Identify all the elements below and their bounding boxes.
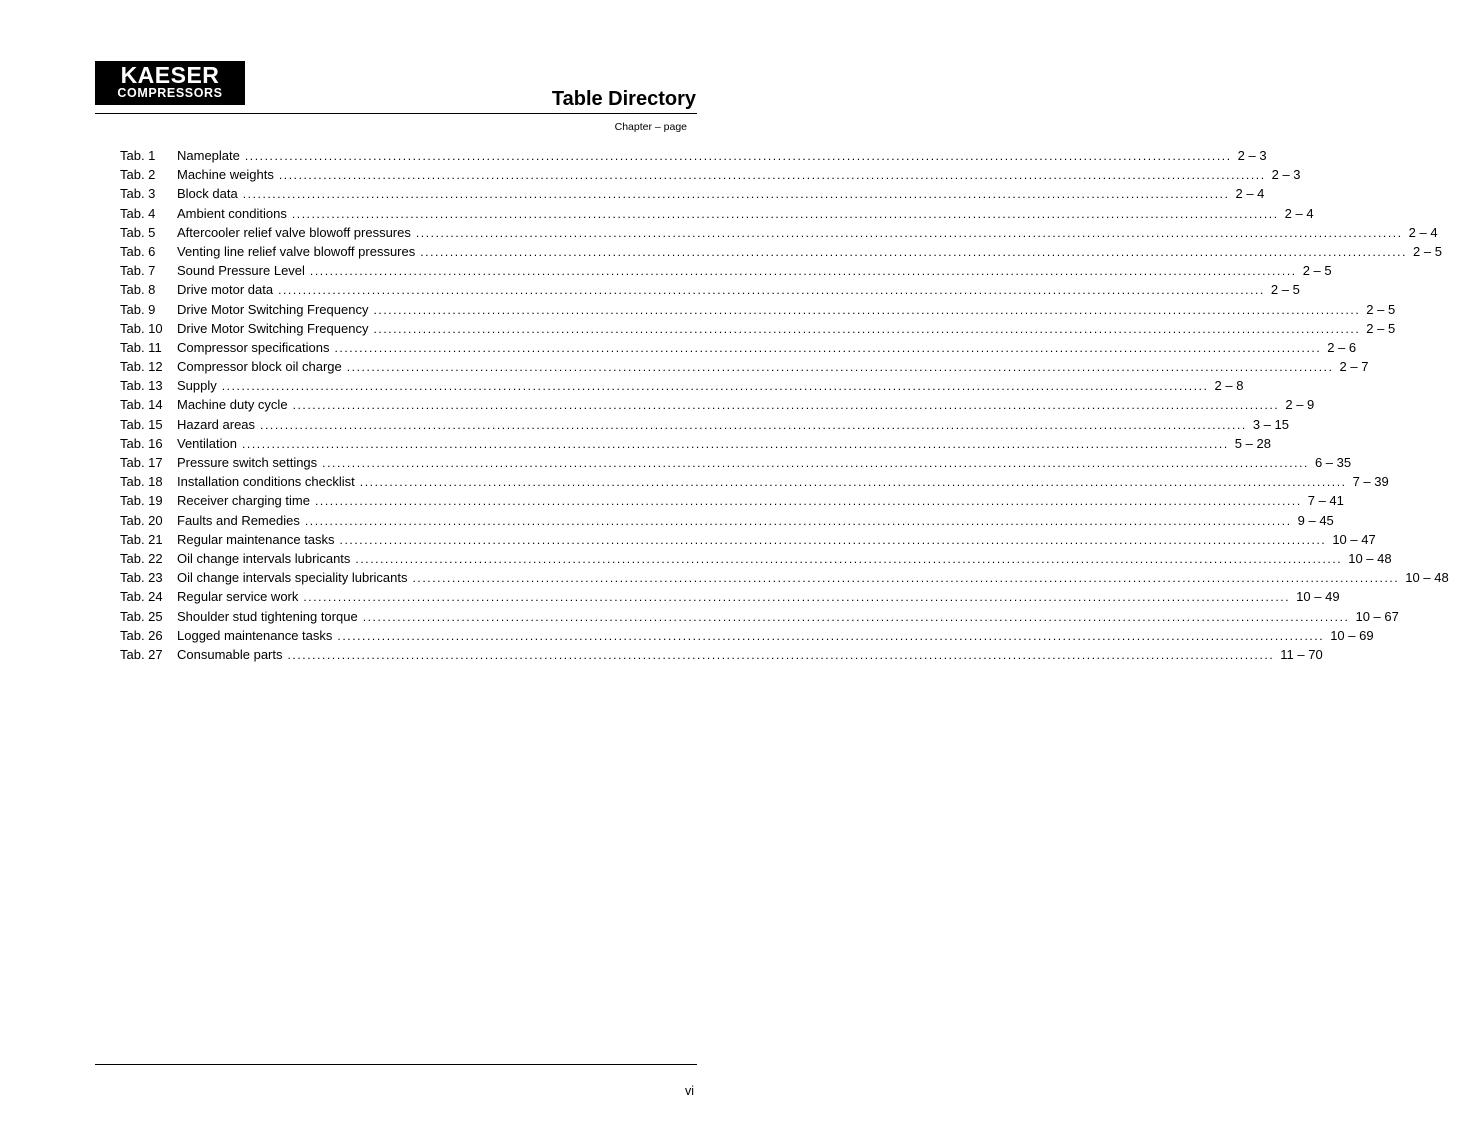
- toc-entry-label: Tab. 21: [120, 531, 163, 547]
- dot-leader: ........................................................................................................................................................................................................: [292, 398, 1280, 413]
- toc-entry[interactable]: [120, 338, 1357, 357]
- toc-entry-label: Tab. 6: [120, 243, 156, 259]
- toc-entry-label: Tab. 9: [120, 301, 156, 317]
- toc-entry-page: 10 – 49: [1296, 589, 1340, 605]
- dot-leader: ........................................................................................................................................................................................................: [334, 340, 1322, 355]
- toc-entry-label: Tab. 7: [120, 263, 156, 279]
- toc-entry-label: Tab. 12: [120, 359, 163, 375]
- toc-entry[interactable]: [120, 645, 1323, 664]
- toc-entry-page: 11 – 70: [1280, 646, 1323, 662]
- toc-entry-title: Regular maintenance tasks: [177, 531, 335, 547]
- toc-entry-label: Tab. 10: [120, 320, 163, 336]
- dot-leader: ........................................................................................................................................................................................................: [244, 149, 1232, 163]
- toc-entry[interactable]: [120, 223, 1438, 242]
- toc-entry[interactable]: [120, 453, 1352, 472]
- dot-leader: ........................................................................................................................................................................................................: [337, 628, 1325, 643]
- toc-entry[interactable]: [120, 261, 1332, 280]
- toc-entry-label: Tab. 8: [120, 282, 156, 298]
- toc-entry-page: 2 – 3: [1271, 167, 1301, 183]
- toc-entry[interactable]: [120, 568, 1449, 587]
- toc-entry-label: Tab. 23: [120, 570, 163, 586]
- toc-entry[interactable]: [120, 434, 1271, 453]
- toc-entry-title: Ambient conditions: [177, 205, 287, 221]
- toc-entry-label: Tab. 1: [120, 148, 156, 163]
- toc-entry-page: 7 – 41: [1307, 493, 1344, 509]
- dot-leader: ........................................................................................................................................................................................................: [346, 360, 1334, 375]
- toc-entry-page: 2 – 5: [1270, 282, 1300, 298]
- dot-leader: ........................................................................................................................................................................................................: [355, 551, 1343, 566]
- toc-entry-page: 3 – 15: [1252, 416, 1289, 432]
- toc-entry-page: 2 – 7: [1339, 359, 1369, 375]
- toc-entry[interactable]: [120, 146, 1267, 165]
- toc-entry-title: Consumable parts: [177, 646, 283, 662]
- toc-entry-page: 2 – 5: [1413, 243, 1442, 259]
- toc-entry-title: Nameplate: [177, 148, 240, 163]
- toc-entry-title: Regular service work: [177, 589, 299, 605]
- toc-entry-label: Tab. 25: [120, 608, 163, 624]
- toc-entry-title: Oil change intervals lubricants: [177, 550, 351, 566]
- dot-leader: ........................................................................................................................................................................................................: [322, 456, 1309, 470]
- toc-entry-title: Pressure switch settings: [177, 455, 318, 470]
- toc-entry-label: Tab. 17: [120, 455, 163, 470]
- toc-entry-title: Installation conditions checklist: [177, 474, 355, 490]
- toc-entry-page: 9 – 45: [1297, 512, 1334, 528]
- toc-entry-label: Tab. 19: [120, 493, 163, 509]
- page-number: vi: [684, 1084, 694, 1098]
- dot-leader: ........................................................................................................................................................................................................: [287, 647, 1275, 662]
- toc-entry-title: Drive motor data: [177, 282, 274, 298]
- toc-entry-label: Tab. 20: [120, 512, 163, 528]
- toc-entry[interactable]: [120, 242, 1442, 261]
- toc-entry-label: Tab. 16: [120, 435, 163, 451]
- toc-entry[interactable]: [120, 165, 1301, 184]
- dot-leader: ........................................................................................................................................................................................................: [420, 244, 1408, 259]
- toc-entry[interactable]: [120, 511, 1334, 530]
- toc-entry-page: 2 – 5: [1302, 263, 1332, 279]
- toc-entry-page: 6 – 35: [1314, 455, 1352, 470]
- toc-entry-page: 10 – 48: [1348, 550, 1392, 566]
- toc-entry[interactable]: [120, 395, 1315, 414]
- toc-entry-page: 2 – 4: [1284, 205, 1314, 221]
- table-directory-list: [120, 146, 1449, 664]
- toc-entry-title: Supply: [177, 378, 217, 394]
- toc-entry-title: Receiver charging time: [177, 493, 310, 509]
- toc-entry-label: Tab. 22: [120, 550, 163, 566]
- toc-entry-title: Sound Pressure Level: [177, 263, 305, 279]
- dot-leader: ........................................................................................................................................................................................................: [291, 206, 1279, 221]
- toc-entry-title: Machine weights: [177, 167, 274, 183]
- dot-leader: ........................................................................................................................................................................................................: [415, 225, 1403, 240]
- toc-entry-page: 10 – 47: [1332, 531, 1376, 547]
- toc-entry-page: 2 – 4: [1235, 186, 1265, 202]
- logo-brand: KAESER: [120, 62, 220, 88]
- toc-entry-label: Tab. 15: [120, 416, 163, 432]
- toc-entry-label: Tab. 14: [120, 397, 163, 413]
- toc-entry-title: Faults and Remedies: [177, 512, 300, 528]
- toc-entry-title: Compressor block oil charge: [177, 359, 342, 375]
- toc-entry-page: 2 – 6: [1327, 339, 1357, 355]
- dot-leader: ........................................................................................................................................................................................................: [373, 302, 1361, 317]
- toc-entry[interactable]: [120, 280, 1300, 299]
- dot-leader: ........................................................................................................................................................................................................: [242, 436, 1229, 451]
- toc-entry-page: 2 – 4: [1408, 224, 1438, 240]
- toc-entry-title: Drive Motor Switching Frequency: [177, 301, 369, 317]
- kaeser-logo: [95, 61, 245, 105]
- toc-entry[interactable]: [120, 319, 1396, 338]
- toc-entry-label: Tab. 27: [120, 646, 163, 662]
- toc-entry-title: Logged maintenance tasks: [177, 627, 333, 643]
- toc-entry-label: Tab. 24: [120, 589, 163, 605]
- toc-entry[interactable]: [120, 204, 1314, 223]
- toc-entry[interactable]: [120, 415, 1289, 434]
- toc-entry-title: Venting line relief valve blowoff pressures: [177, 243, 416, 259]
- dot-leader: ........................................................................................................................................................................................................: [362, 609, 1350, 624]
- toc-entry-page: 2 – 5: [1366, 320, 1396, 336]
- dot-leader: ........................................................................................................................................................................................................: [221, 379, 1209, 394]
- toc-entry-page: 7 – 39: [1352, 474, 1389, 490]
- header-divider: [95, 113, 697, 114]
- dot-leader: ........................................................................................................................................................................................................: [339, 532, 1327, 547]
- toc-entry-label: Tab. 11: [120, 339, 162, 355]
- toc-entry[interactable]: [120, 184, 1265, 203]
- dot-leader: ........................................................................................................................................................................................................: [242, 187, 1230, 202]
- footer-divider: [95, 1064, 697, 1065]
- toc-entry-title: Block data: [177, 186, 238, 202]
- toc-entry-title: Shoulder stud tightening torque: [177, 608, 358, 624]
- toc-entry-label: Tab. 26: [120, 627, 163, 643]
- toc-entry-label: Tab. 13: [120, 378, 163, 394]
- toc-entry[interactable]: [120, 472, 1389, 491]
- page-title: Table Directory: [551, 88, 696, 110]
- dot-leader: ........................................................................................................................................................................................................: [412, 571, 1400, 586]
- toc-entry-label: Tab. 18: [120, 474, 163, 490]
- toc-entry-title: Oil change intervals speciality lubricants: [177, 570, 408, 586]
- toc-entry-page: 10 – 48: [1405, 570, 1449, 586]
- toc-entry-page: 2 – 9: [1285, 397, 1315, 413]
- toc-entry[interactable]: [120, 587, 1340, 606]
- toc-entry-title: Compressor specifications: [177, 339, 330, 355]
- toc-entry[interactable]: [120, 357, 1369, 376]
- toc-entry[interactable]: [120, 491, 1344, 510]
- toc-entry[interactable]: [120, 300, 1396, 319]
- toc-entry-label: Tab. 3: [120, 186, 156, 202]
- toc-entry[interactable]: [120, 549, 1392, 568]
- toc-entry-page: 2 – 5: [1366, 301, 1396, 317]
- toc-entry-page: 10 – 67: [1355, 608, 1399, 624]
- dot-leader: ........................................................................................................................................................................................................: [359, 475, 1347, 490]
- toc-entry-page: 5 – 28: [1234, 435, 1271, 451]
- toc-entry-title: Ventilation: [177, 435, 237, 451]
- toc-entry[interactable]: [120, 607, 1399, 626]
- toc-entry-label: Tab. 5: [120, 224, 156, 240]
- dot-leader: ........................................................................................................................................................................................................: [260, 417, 1247, 432]
- toc-entry-page: 2 – 3: [1237, 148, 1267, 163]
- toc-entry[interactable]: [120, 626, 1374, 645]
- toc-entry-label: Tab. 4: [120, 205, 156, 221]
- toc-entry[interactable]: [120, 376, 1244, 395]
- dot-leader: ........................................................................................................................................................................................................: [373, 321, 1361, 336]
- toc-entry-title: Hazard areas: [177, 416, 256, 432]
- logo-subtitle: COMPRESSORS: [117, 86, 223, 100]
- dot-leader: ........................................................................................................................................................................................................: [304, 513, 1292, 528]
- column-header-chapter-page: Chapter – page: [614, 121, 687, 133]
- toc-entry-page: 2 – 8: [1214, 378, 1244, 394]
- dot-leader: ........................................................................................................................................................................................................: [278, 168, 1266, 183]
- toc-entry[interactable]: [120, 530, 1376, 549]
- dot-leader: ........................................................................................................................................................................................................: [278, 283, 1265, 298]
- toc-entry-label: Tab. 2: [120, 167, 156, 183]
- toc-entry-title: Aftercooler relief valve blowoff pressures: [177, 224, 411, 240]
- toc-entry-title: Machine duty cycle: [177, 397, 288, 413]
- dot-leader: ........................................................................................................................................................................................................: [309, 264, 1297, 279]
- dot-leader: ........................................................................................................................................................................................................: [314, 494, 1302, 509]
- toc-entry-page: 10 – 69: [1330, 627, 1374, 643]
- toc-entry-title: Drive Motor Switching Frequency: [177, 320, 369, 336]
- dot-leader: ........................................................................................................................................................................................................: [303, 590, 1291, 605]
